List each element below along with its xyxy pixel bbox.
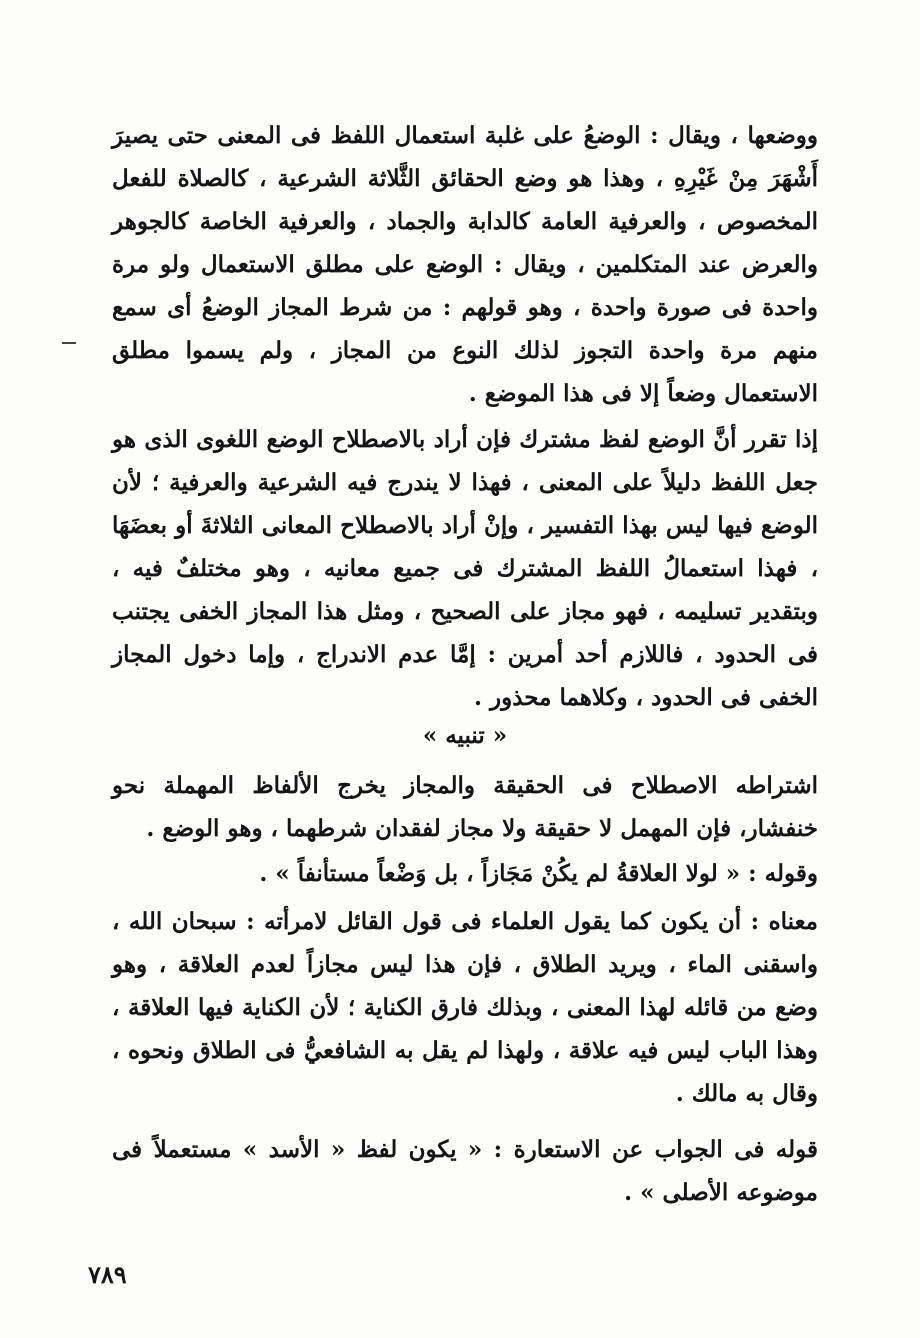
page-number: ٧٨٩ (88, 1260, 127, 1289)
paragraph-meaning: معناه : أن يكون كما يقول العلماء فى قول القائل لامرأته : سبحان الله ، واسقنى الماء ، ويريد الطلاق ، فإن هذا ليس مجازاً لعدم العلاقة ، وهو وضع من قائله لهذا المعنى ، وبذلك فارق الكناية ؛ لأن الكناية فيها العلاقة ، وهذا الباب ليس فيه علاقة ، ولهذا لم يقل به الشافعيُّ فى الطلاق ونحوه ، وقال به مالك . (112, 908, 818, 1107)
quote-line: وقوله : « لولا العلاقةُ لم يكُنْ مَجَازاً ، بل وَضْعاً مستأنفاً » . (259, 860, 818, 887)
paragraph-definitions: ووضعها ، ويقال : الوضعُ على غلبة استعمال اللفظ فى المعنى حتى يصيرَ أَشْهَرَ مِنْ غَيْرِهِ ، وهذا هو وضع الحقائق الثَّلاثة الشرعية ، كالصلاة للفعل المخصوص ، والعرفية العامة كالدابة والجماد ، والعرفية الخاصة كالجوهر والعرض عند المتكلمين ، ويقال : الوضع على مطلق الاستعمال ولو مرة واحدة فى صورة واحدة ، وهو قولهم : من شرط المجاز الوضعُ أى سمع منهم مرة واحدة التجوز لذلك النوع من المجاز ، ولم يسموا مطلق الاستعمال وضعاً إلا فى هذا الموضع . (112, 122, 818, 407)
margin-mark (62, 342, 76, 344)
paragraph-argument: إذا تقرر أنَّ الوضع لفظ مشترك فإن أراد بالاصطلاح الوضع اللغوى الذى هو جعل اللفظ دليلاً على المعنى ، فهذا لا يندرج فيه الشرعية والعرفية ؛ لأن الوضع فيها ليس بهذا التفسير ، وإنْ أراد بالاصطلاح المعانى الثلاثةَ أو بعضَهَا ، فهذا استعمالُ اللفظ المشترك فى جميع معانيه ، وهو مختلفٌ فيه ، وبتقدير تسليمه ، فهو مجاز على الصحيح ، ومثل هذا المجاز الخفى يجتنب فى الحدود ، فاللازم أحد أمرين : إمَّا عدم الاندراج ، وإما دخول المجاز الخفى فى الحدود ، وكلاهما محذور . (112, 426, 818, 711)
section-heading: « تنبيه » (422, 722, 508, 749)
paragraph-note: اشتراطه الاصطلاح فى الحقيقة والمجاز يخرج الألفاظ المهملة نحو خنفشار، فإن المهمل لا حقيقة ولا مجاز لفقدان شرطهما ، وهو الوضع . (112, 772, 818, 842)
paragraph-final: قوله فى الجواب عن الاستعارة : « يكون لفظ « الأسد » مستعملاً فى موضوعه الأصلى » . (112, 1136, 818, 1206)
